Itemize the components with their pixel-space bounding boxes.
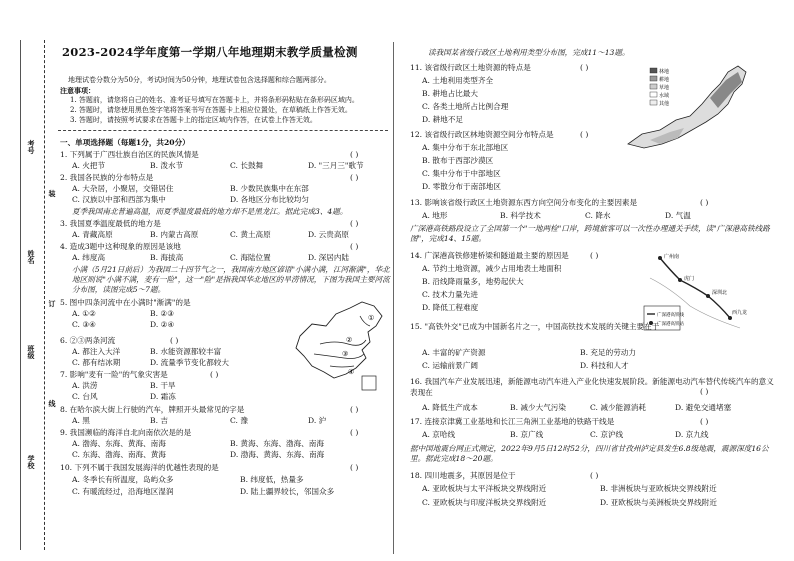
option-c: C. 东海、渤海、南海、黄海 <box>72 450 166 459</box>
side-line-char: 订 <box>48 300 57 307</box>
river-label: ① <box>368 314 375 322</box>
option-c: C. 技术力量先进 <box>422 290 478 299</box>
option-b: B. 水能资源都较丰富 <box>150 347 222 356</box>
notes-title: 注意事项： <box>60 86 95 95</box>
option-c: C. 长鼓舞 <box>230 161 264 170</box>
river-label: ④ <box>348 368 355 376</box>
binding-line-2 <box>20 40 21 550</box>
option-a: A. 地形 <box>422 211 448 220</box>
question-1: 1. 下列属于广西壮族自治区的民族风情是 <box>60 150 199 159</box>
side-line-char: 装 <box>48 190 57 197</box>
question-6: 6. ②③两条河流 <box>60 336 116 345</box>
option-d: D. 避免交通堵塞 <box>675 403 732 412</box>
page-title: 2023-2024学年度第一学期八年地理期末教学质量检测 <box>62 45 358 59</box>
option-c: C. 集中分布于中部地区 <box>422 169 501 178</box>
answer-bracket: ( ) <box>350 242 359 251</box>
option-d: D. "三月三"歌节 <box>308 161 364 170</box>
question-2: 2. 我国各民族的分布特点是 <box>60 173 154 182</box>
option-a: A. 火把节 <box>72 161 106 170</box>
question-15: 15. "高铁外交"已成为中国新名片之一，中国高铁技术发展的关键主要在于 <box>410 322 660 331</box>
answer-bracket: ( ) <box>350 463 359 472</box>
option-d: D. 科技和人才 <box>580 361 629 370</box>
answer-bracket: ( ) <box>350 173 359 182</box>
option-b: B. 吉 <box>150 416 169 425</box>
side-label-class: 班级 <box>27 345 36 359</box>
answer-bracket: ( ) <box>170 336 179 345</box>
option-c: C. 有暖流经过，沿海地区湿润 <box>72 487 174 496</box>
option-d: D. 陆上疆界较长，邻国众多 <box>240 487 335 496</box>
option-a: A. 黑 <box>72 416 90 425</box>
option-d: D. 云贵高原 <box>308 230 350 239</box>
river-label: ③ <box>342 350 349 358</box>
option-c: C. 黄土高原 <box>230 230 271 239</box>
option-b: B. 非洲板块与亚欧板块交界线附近 <box>600 484 717 493</box>
question-17: 17. 连接京津冀工业基地和长江三角洲工业基地的铁路干线是 <box>410 417 615 426</box>
question-11: 11. 该省级行政区土地资源的特点是 <box>410 63 531 72</box>
option-a: A. 降低生产成本 <box>422 403 478 412</box>
option-c: C. ③④ <box>72 320 96 329</box>
answer-bracket: ( ) <box>350 219 359 228</box>
question-5: 5. 图中四条河流中在小满时"渐满"的是 <box>60 298 191 307</box>
note-1: 1. 答题前，请您将自己的姓名、准考证号填写在答题卡上，并将条形码粘贴在条形码区域内。 <box>70 96 359 104</box>
note-2: 2. 答题时，请您使用黑色签字笔将答案书写在答题卡上相应位置处，在草稿纸上作答无效。 <box>70 106 352 114</box>
option-d: D. 耕地不足 <box>422 115 464 124</box>
option-b: B. 黄海、东海、渤海、南海 <box>230 439 324 448</box>
option-b: B. 耕地占比最大 <box>422 89 478 98</box>
station-label: 广州南 <box>664 254 680 260</box>
answer-bracket: ( ) <box>700 417 709 426</box>
option-c: C. 海陆位置 <box>230 253 271 262</box>
question-4: 4. 造成3题中这种现象的原因是该地 <box>60 242 181 251</box>
option-a: A. 京哈线 <box>422 430 456 439</box>
station-label: 西九龙 <box>732 310 748 316</box>
option-d: D. 亚欧板块与美洲板块交界线附近 <box>600 498 717 507</box>
option-a: A. 纬度高 <box>72 253 106 262</box>
legend-label: 草地 <box>659 85 670 91</box>
section-heading: 一、单项选择题（每题1分，共20分） <box>60 138 190 147</box>
question-8: 8. 在哈尔滨大街上行驶的汽车，牌照开头最常见的字是 <box>60 405 245 414</box>
column-divider <box>393 42 394 554</box>
question-7: 7. 影响"麦有一险"的气象灾害是 <box>60 370 168 379</box>
option-b: B. ②③ <box>150 309 175 318</box>
option-d: D. 京九线 <box>675 430 709 439</box>
question-18: 18. 四川地震多，其原因是位于 <box>410 471 516 480</box>
option-b: B. 散布于西部沙漠区 <box>422 156 494 165</box>
option-d: D. 零散分布于南部地区 <box>422 182 501 191</box>
option-d: D. 渤海、黄海、东海、南海 <box>230 450 325 459</box>
option-d: D. 沪 <box>308 416 327 425</box>
option-c: C. 都有结冰期 <box>72 358 121 367</box>
option-c: C. 汉族以中部和西部为集中 <box>72 195 166 204</box>
answer-bracket: ( ) <box>700 198 709 207</box>
question-14: 14. 广深港高铁修建桥梁和隧道最主要的原因是 <box>410 251 569 260</box>
option-b: B. 沿线降雨量多，地势起伏大 <box>422 277 524 286</box>
answer-bracket: ( ) <box>590 471 599 480</box>
option-b: B. 泼水节 <box>150 161 184 170</box>
passage-1: 夏季我国南北普遍高温，而夏季温度最低的地方却不是黑龙江。据此完成3、4题。 <box>72 207 348 216</box>
answer-bracket: ( ) <box>580 63 589 72</box>
option-c: C. 减少能源消耗 <box>590 403 646 412</box>
option-a: A. 土地利用类型齐全 <box>422 76 494 85</box>
option-b: B. 纬度低，热量多 <box>240 475 304 484</box>
option-b: B. 海拔高 <box>150 253 184 262</box>
option-c: C. 运输前景广阔 <box>422 361 478 370</box>
option-b: B. 少数民族集中在东部 <box>230 184 309 193</box>
option-a: A. 丰富的矿产资源 <box>422 348 486 357</box>
question-12: 12. 该省级行政区林地资源空间分布特点是 <box>410 130 554 139</box>
passage-2: 小满（5月21日前后）为我国二十四节气之一，我国南方地区谚语"小满小满，江河渐满"，华北地区则说"小满不满，麦有一险"，这一"险"是指我国华北地区的旱涝情况，下图为我国主要河流分布图，读图完成5～7题。 <box>72 265 390 294</box>
note-3: 3. 答题时，请按照考试要求在答题卡上的指定区域内作答，在试卷上作答无效。 <box>70 116 317 124</box>
option-a: A. 渤海、东海、黄海、南海 <box>72 439 166 448</box>
option-b: B. 内蒙古高原 <box>150 230 199 239</box>
passage-4: 广深港高铁路段设立了全国第一个"一地两检"口岸，跨境旅客可以一次性办理通关手续，读"广深港高铁线路图"，完成14、15题。 <box>410 224 770 243</box>
side-label-school: 学校 <box>27 455 36 469</box>
option-c: C. 亚欧板块与印度洋板块交界线附近 <box>422 498 547 507</box>
question-16: 16. 我国汽车产业发展迅速，新能源电动汽车进入产业化快速发展阶段。新能源电动汽车替代传统汽车的意义表现在 <box>410 377 774 397</box>
legend-label: 林地 <box>659 69 670 75</box>
passage-5: 据中国地震台网正式测定，2022年9月5日12时52分，四川省甘孜州泸定县发生6.8级地震，震源深度16公里。据此完成18～20题。 <box>410 444 769 463</box>
option-d: D. 降低工程难度 <box>422 303 479 312</box>
question-3: 3. 我国夏季温度最低的地方是 <box>60 219 161 228</box>
option-a: A. 洪涝 <box>72 381 98 390</box>
side-line-char: 线 <box>48 400 57 407</box>
question-13: 13. 影响该省级行政区土地资源东西方向空间分布变化的主要因素是 <box>410 198 638 207</box>
exam-info: 地理试卷分数分为50分，考试时间为50分钟，地理试卷包含选择题和综合题两部分。 <box>68 76 331 84</box>
answer-bracket: ( ) <box>580 130 589 139</box>
option-c: C. 降水 <box>585 211 611 220</box>
option-d: D. ②④ <box>150 320 175 329</box>
side-label-name: 姓名 <box>27 250 36 264</box>
answer-bracket: ( ) <box>350 150 359 159</box>
answer-bracket: ( ) <box>590 251 599 260</box>
option-c: C. 京沪线 <box>590 430 624 439</box>
passage-3: 读我国某省级行政区土地利用类型分布图，完成11～13题。 <box>428 48 630 57</box>
legend-label: 广深港高铁线 <box>657 313 684 318</box>
binding-line <box>44 40 45 550</box>
question-10: 10. 下列不属于我国发展海洋的优越性表现的是 <box>60 463 219 472</box>
option-b: B. 减少大气污染 <box>510 403 566 412</box>
option-b: B. 充足的劳动力 <box>580 348 636 357</box>
station-label: 虎门 <box>684 276 695 282</box>
option-c: C. 台风 <box>72 392 98 401</box>
option-a: A. 青藏高原 <box>72 230 113 239</box>
answer-bracket: ( ) <box>700 387 709 396</box>
option-a: A. 大杂居，小聚居，交错居住 <box>72 184 174 193</box>
option-d: D. 深居内陆 <box>308 253 350 262</box>
legend-label: 耕地 <box>659 77 670 83</box>
option-a: A. 节约土地资源，减少占用地表土地面积 <box>422 264 562 273</box>
land-use-map <box>620 58 758 154</box>
option-c: C. 各类土地所占比例合理 <box>422 102 509 111</box>
river-label: ② <box>346 336 353 344</box>
divider <box>58 130 388 131</box>
answer-bracket: ( ) <box>210 370 219 379</box>
option-a: A. 都注入大洋 <box>72 347 121 356</box>
option-a: A. ①② <box>72 309 96 318</box>
option-a: A. 集中分布于东北部地区 <box>422 143 509 152</box>
option-d: D. 气温 <box>665 211 691 220</box>
legend-label: 广深港高铁站 <box>657 322 684 327</box>
option-c: C. 豫 <box>230 416 248 425</box>
legend-label: 水域 <box>659 93 670 99</box>
legend-label: 其他 <box>659 101 670 107</box>
china-river-map <box>290 296 388 394</box>
option-a: A. 亚欧板块与太平洋板块交界线附近 <box>422 484 547 493</box>
option-b: B. 干旱 <box>150 381 176 390</box>
option-d: D. 流量季节变化都较大 <box>150 358 229 367</box>
side-label-exam-no: 考号 <box>27 140 36 154</box>
station-label: 深圳北 <box>712 290 728 296</box>
question-9: 9. 我国濒临的海洋自北向南依次是的是 <box>60 428 192 437</box>
option-d: D. 霜冻 <box>150 392 176 401</box>
option-d: D. 各地区分布比较均匀 <box>230 195 309 204</box>
answer-bracket: ( ) <box>350 405 359 414</box>
option-b: B. 科学技术 <box>500 211 541 220</box>
option-b: B. 京广线 <box>510 430 544 439</box>
answer-bracket: ( ) <box>350 428 359 437</box>
option-a: A. 冬季长有所温度，岛屿众多 <box>72 475 174 484</box>
